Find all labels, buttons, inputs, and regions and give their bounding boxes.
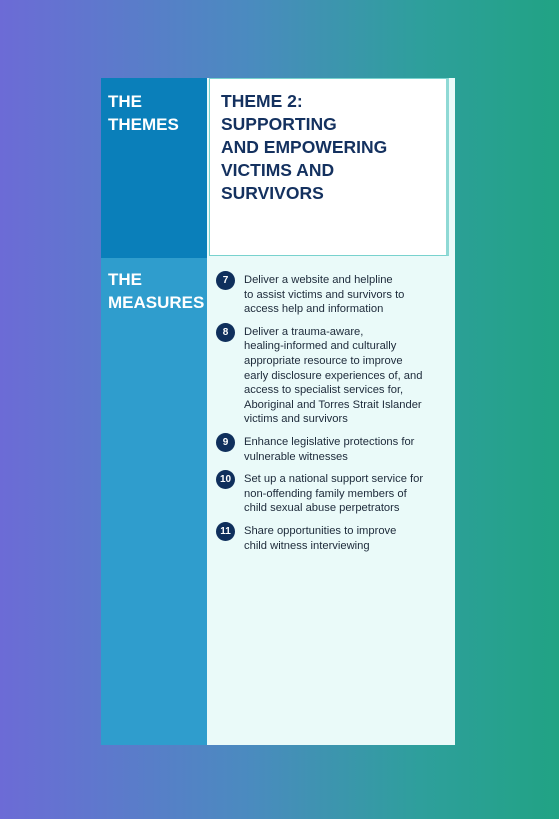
measure-item bbox=[216, 470, 448, 516]
measure-number-badge: 11 bbox=[216, 522, 235, 541]
theme-title-line-4: VICTIMS AND bbox=[221, 160, 335, 180]
theme-title-line-5: SURVIVORS bbox=[221, 183, 324, 203]
measure-item bbox=[216, 522, 448, 553]
measure-number-badge: 9 bbox=[216, 433, 235, 452]
measure-text: Enhance legislative protections for vulnerable witnesses bbox=[244, 435, 415, 463]
themes-label-panel bbox=[101, 78, 207, 258]
theme-title-line-3: AND EMPOWERING bbox=[221, 137, 388, 157]
measures-label bbox=[108, 268, 204, 314]
themes-label bbox=[108, 90, 179, 136]
measures-label-panel bbox=[101, 258, 207, 745]
theme-title-box bbox=[209, 78, 449, 256]
measure-item bbox=[216, 271, 448, 317]
themes-label-line-1: THE bbox=[108, 92, 142, 111]
measure-text: Share opportunities to improve child witness interviewing bbox=[244, 524, 397, 552]
measure-number-badge: 8 bbox=[216, 323, 235, 342]
measure-number-badge: 10 bbox=[216, 470, 235, 489]
measures-label-line-2: MEASURES bbox=[108, 293, 205, 312]
theme-title-line-2: SUPPORTING bbox=[221, 114, 337, 134]
measure-item bbox=[216, 323, 448, 427]
measure-number-badge: 7 bbox=[216, 271, 235, 290]
measure-item bbox=[216, 433, 448, 464]
theme-title-line-1: THEME 2: bbox=[221, 91, 303, 111]
themes-label-line-2: THEMES bbox=[108, 115, 179, 134]
measures-list bbox=[216, 271, 448, 559]
themes-measures-card bbox=[101, 78, 455, 745]
measure-text: Deliver a trauma-aware, healing-informed and culturally appropriate resource to improve early disclosure experiences of, and access to specialist services for, Aboriginal and Torres Strait Islander victims and survivors bbox=[244, 325, 423, 426]
measures-label-line-1: THE bbox=[108, 270, 142, 289]
measure-text: Set up a national support service for non-offending family members of child sexual abuse perpetrators bbox=[244, 473, 424, 515]
theme-title bbox=[221, 90, 441, 205]
measure-text: Deliver a website and helpline to assist victims and survivors to access help and information bbox=[244, 274, 405, 316]
